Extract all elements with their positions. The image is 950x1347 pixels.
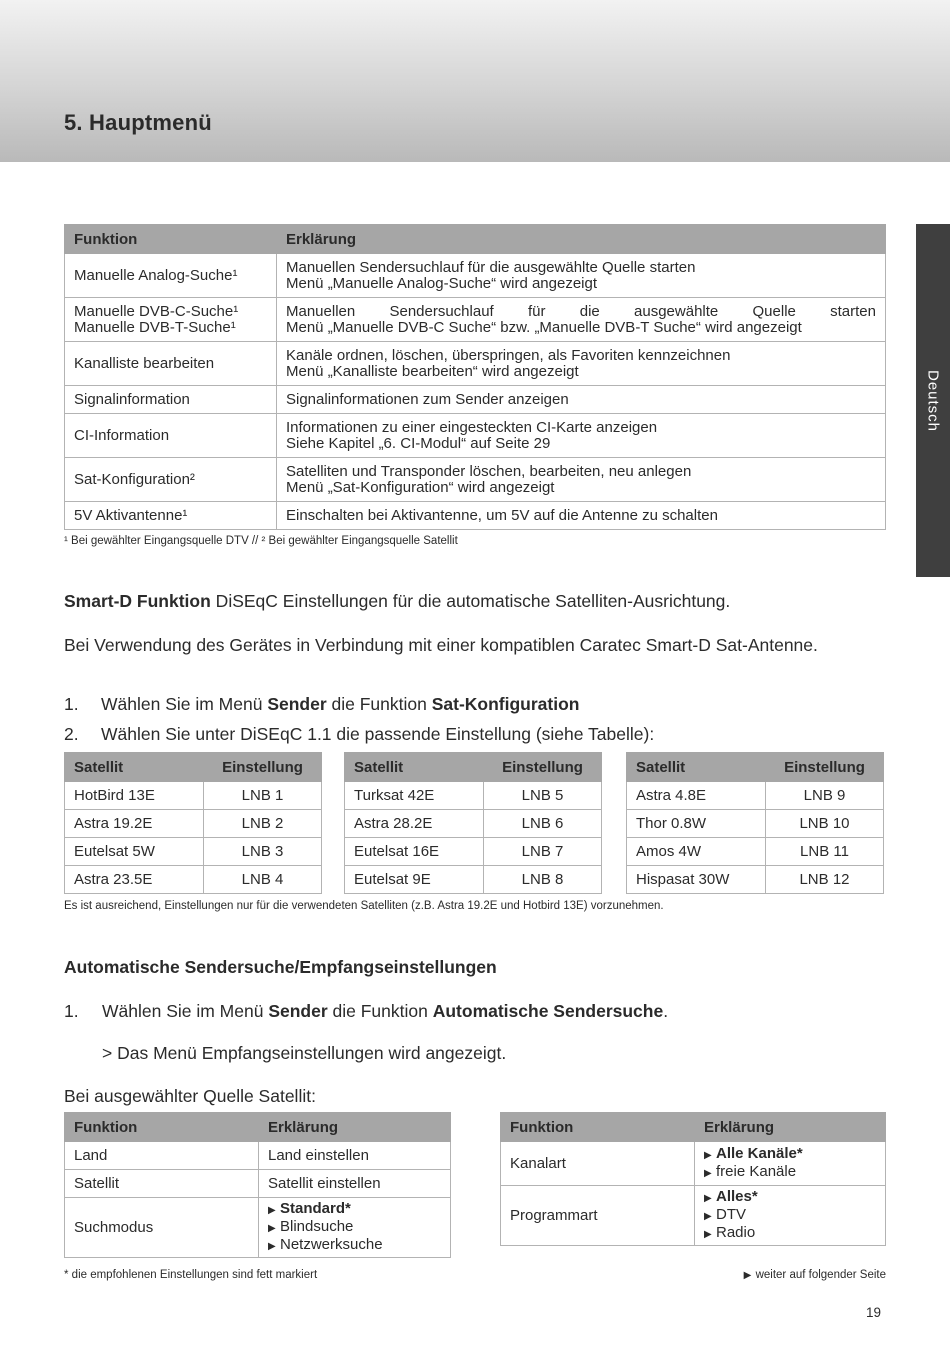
table-row [65,866,322,894]
smartd-heading [64,590,730,612]
table-row [65,810,322,838]
erklaerung-text: Informationen zu einer eingesteckten CI-Karte anzeigen [286,418,658,436]
step-number: 1. [64,1001,79,1021]
option-text: freie Kanäle [716,1162,797,1180]
arrow-right-icon: ▶ [704,1228,712,1240]
option-item [704,1207,876,1225]
step-text: Wählen Sie im Menü [101,694,268,714]
satellite-name: Eutelsat 16E [345,838,484,866]
option-item [268,1176,441,1192]
lnb-setting: LNB 1 [204,782,322,810]
table-header-row [345,753,602,782]
table-row [627,782,884,810]
erklaerung-text: Menü „Manuelle DVB-C Suche“ bzw. „Manuelle DVB-T Suche“ wird angezeigt [286,318,802,336]
erklaerung-cell [277,342,886,386]
table-row [65,342,886,386]
satellite-name: HotBird 13E [65,782,204,810]
language-side-tab [916,224,950,577]
erklaerung-cell [277,502,886,530]
option-item [268,1148,441,1164]
satellite-name: Turksat 42E [345,782,484,810]
satellite-name: Astra 4.8E [627,782,766,810]
auto-search-heading: Automatische Sendersuche/Empfangseinstellungen [64,957,497,977]
table-header-row [65,753,322,782]
option-text: Satellit einstellen [268,1174,381,1192]
erklaerung-cell [277,386,886,414]
table-header-row [65,225,886,254]
options-cell [695,1186,886,1246]
erklaerung-text: Satelliten und Transponder löschen, bearbeiten, neu anlegen [286,462,692,480]
funktion-cell [65,414,277,458]
lnb-setting: LNB 11 [766,838,884,866]
option-item [704,1225,876,1243]
table-row [345,838,602,866]
lnb-setting: LNB 9 [766,782,884,810]
table-row [65,254,886,298]
satellite-name: Eutelsat 9E [345,866,484,894]
column-header-einstellung: Einstellung [766,753,884,782]
step-text: Wählen Sie unter DiSEqC 1.1 die passende Einstellung (siehe Tabelle): [101,724,655,744]
auto-step-1 [64,1000,668,1022]
funktion-text: Manuelle Analog-Suche¹ [74,266,238,284]
funktion-text: CI-Information [74,426,170,444]
function-table [64,224,886,530]
option-item [704,1164,876,1182]
funktion-cell: Suchmodus [65,1198,259,1258]
table-row [501,1142,886,1186]
funktion-text: Signalinformation [74,390,190,408]
satellite-name: Astra 23.5E [65,866,204,894]
lnb-setting: LNB 3 [204,838,322,866]
options-cell [259,1142,451,1170]
lnb-setting: LNB 12 [766,866,884,894]
recommended-option: Alle Kanäle* [716,1144,803,1162]
lnb-setting: LNB 5 [484,782,602,810]
menu-name: Sender [267,694,327,714]
erklaerung-text: Manuellen Sendersuchlauf für die ausgewählte Quelle starten [286,302,876,320]
column-header-erklaerung: Erklärung [695,1113,886,1142]
funktion-text: Kanalliste bearbeiten [74,354,215,372]
option-text: DTV [716,1205,746,1223]
option-item [704,1146,876,1164]
recommended-option: Alles* [716,1187,758,1205]
funktion-text: 5V Aktivantenne¹ [74,506,188,524]
smartd-intro: Bei Verwendung des Gerätes in Verbindung mit einer kompatiblen Caratec Smart-D Sat-Antenne. [64,635,818,655]
table-header-row [501,1113,886,1142]
options-cell [695,1142,886,1186]
smartd-step-2 [64,723,654,745]
lnb-setting: LNB 2 [204,810,322,838]
satellite-name: Thor 0.8W [627,810,766,838]
column-header-funktion: Funktion [65,225,277,254]
satellite-name: Eutelsat 5W [65,838,204,866]
table-row [65,1170,451,1198]
funktion-cell: Kanalart [501,1142,695,1186]
continue-note [744,1269,886,1281]
function-name: Sat-Konfiguration [431,694,580,714]
satellite-name: Astra 19.2E [65,810,204,838]
satellite-table-2 [344,752,602,894]
option-text: Radio [716,1223,756,1241]
satellite-settings-table [64,1112,451,1258]
page-title: 5. Hauptmenü [64,110,212,135]
table-row [65,838,322,866]
funktion-cell [65,298,277,342]
table-header-row [65,1113,451,1142]
lnb-setting: LNB 7 [484,838,602,866]
table-row [65,1198,451,1258]
erklaerung-text: Siehe Kapitel „6. CI-Modul“ auf Seite 29 [286,434,551,452]
table-row [65,502,886,530]
funktion-text: Manuelle DVB-T-Suche¹ [74,318,236,336]
erklaerung-cell [277,414,886,458]
erklaerung-text: Menü „Sat-Konfiguration“ wird angezeigt [286,478,555,496]
column-header-satellit: Satellit [627,753,766,782]
arrow-right-icon: ▶ [743,1270,752,1281]
option-item [704,1189,876,1207]
erklaerung-text: Kanäle ordnen, löschen, überspringen, als Favoriten kennzeichnen [286,346,731,364]
column-header-erklaerung: Erklärung [259,1113,451,1142]
funktion-cell [65,386,277,414]
table-row [65,386,886,414]
erklaerung-text: Einschalten bei Aktivantenne, um 5V auf die Antenne zu schalten [286,506,718,524]
satellite-table-1 [64,752,322,894]
funktion-cell: Satellit [65,1170,259,1198]
funktion-cell: Land [65,1142,259,1170]
column-header-funktion: Funktion [501,1113,695,1142]
table-row [65,782,322,810]
step-text: die Funktion [327,1001,433,1021]
lnb-setting: LNB 4 [204,866,322,894]
lnb-setting: LNB 6 [484,810,602,838]
erklaerung-text: Manuellen Sendersuchlauf für die ausgewählte Quelle starten [286,258,696,276]
satellite-note: Es ist ausreichend, Einstellungen nur für die verwendeten Satelliten (z.B. Astra 19.2E und Hotbird 13E) vorzunehmen. [64,900,664,912]
auto-result: > Das Menü Empfangseinstellungen wird angezeigt. [102,1043,507,1063]
satellite-name: Hispasat 30W [627,866,766,894]
table-row [65,298,886,342]
arrow-right-icon: ▶ [704,1210,712,1222]
satellite-table-3 [626,752,884,894]
column-header-satellit: Satellit [65,753,204,782]
option-text: Netzwerksuche [280,1235,383,1253]
erklaerung-cell [277,458,886,502]
options-cell [259,1198,451,1258]
smartd-title: Smart-D Funktion [64,591,211,611]
page-header [0,0,950,162]
funktion-text: Sat-Konfiguration² [74,470,195,488]
step-text: Wählen Sie im Menü [102,1001,269,1021]
step-text: . [663,1001,669,1021]
table-row [345,810,602,838]
option-item [268,1237,441,1255]
table-row [627,838,884,866]
recommended-option: Standard* [280,1199,351,1217]
option-item [268,1219,441,1237]
option-text: Blindsuche [280,1217,354,1235]
erklaerung-text: Signalinformationen zum Sender anzeigen [286,390,569,408]
continue-text: weiter auf folgender Seite [755,1269,886,1281]
page-number: 19 [866,1305,882,1320]
funktion-cell [65,254,277,298]
lnb-setting: LNB 8 [484,866,602,894]
source-label: Bei ausgewählter Quelle Satellit: [64,1086,316,1106]
funktion-text: Manuelle DVB-C-Suche¹ [74,302,239,320]
funktion-cell [65,458,277,502]
step-number: 2. [64,724,79,744]
column-header-satellit: Satellit [345,753,484,782]
column-header-erklaerung: Erklärung [277,225,886,254]
column-header-einstellung: Einstellung [204,753,322,782]
table-row [627,866,884,894]
column-header-funktion: Funktion [65,1113,259,1142]
funktion-cell [65,342,277,386]
option-item [268,1201,441,1219]
funktion-cell [65,502,277,530]
menu-name: Sender [268,1001,328,1021]
satellite-name: Amos 4W [627,838,766,866]
satellite-name: Astra 28.2E [345,810,484,838]
option-text: Land einstellen [268,1146,369,1164]
step-number: 1. [64,694,79,714]
column-header-einstellung: Einstellung [484,753,602,782]
table-row [345,782,602,810]
table-row [627,810,884,838]
table-header-row [627,753,884,782]
table-row [65,414,886,458]
funktion-cell: Programmart [501,1186,695,1246]
arrow-right-icon: ▶ [268,1204,276,1216]
smartd-title-rest: DiSEqC Einstellungen für die automatische Satelliten-Ausrichtung. [210,591,731,611]
function-name: Automatische Sendersuche [432,1001,664,1021]
step-text: die Funktion [326,694,432,714]
table-row [501,1186,886,1246]
channel-settings-table [500,1112,886,1246]
erklaerung-cell [277,254,886,298]
arrow-right-icon: ▶ [268,1222,276,1234]
arrow-right-icon: ▶ [268,1240,276,1252]
erklaerung-text: Menü „Manuelle Analog-Suche“ wird angezeigt [286,274,598,292]
lnb-setting: LNB 10 [766,810,884,838]
smartd-step-1 [64,693,579,715]
recommended-note: * die empfohlenen Einstellungen sind fett markiert [64,1269,318,1281]
arrow-right-icon: ▶ [704,1167,712,1179]
table-row [65,1142,451,1170]
arrow-right-icon: ▶ [704,1192,712,1204]
erklaerung-cell [277,298,886,342]
erklaerung-text: Menü „Kanalliste bearbeiten“ wird angezeigt [286,362,579,380]
options-cell [259,1170,451,1198]
main-table-footnote: ¹ Bei gewählter Eingangsquelle DTV // ² Bei gewählter Eingangsquelle Satellit [64,535,458,547]
table-row [65,458,886,502]
table-row [345,866,602,894]
arrow-right-icon: ▶ [704,1149,712,1161]
language-label: Deutsch [924,369,942,432]
